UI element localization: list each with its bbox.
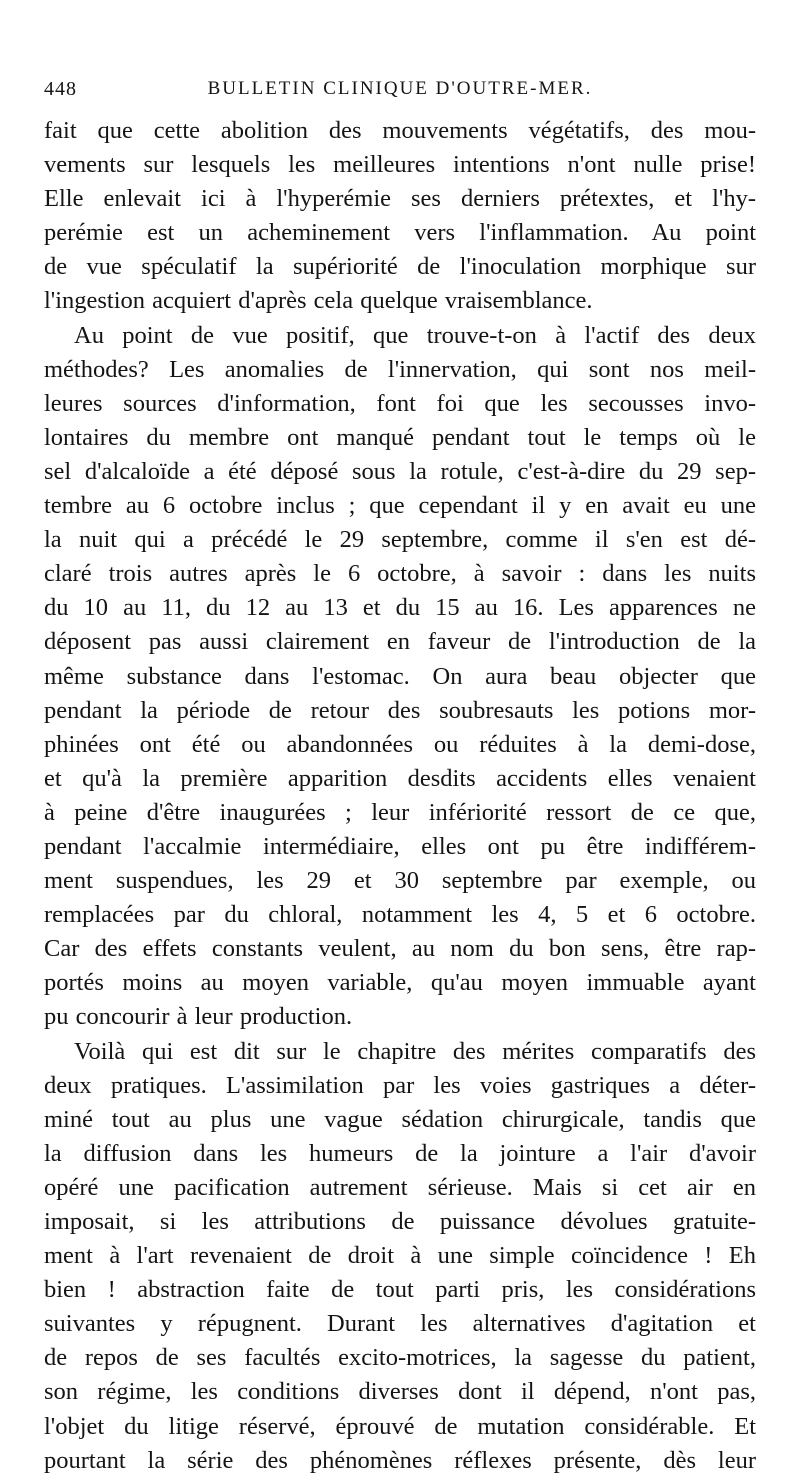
page-header	[44, 76, 756, 110]
text-line: et qu'à la première apparition desdits accidents elles venaient	[44, 764, 756, 792]
text-line: lontaires du membre ont manqué pendant tout le temps où le	[44, 423, 756, 451]
text-line: l'ingestion acquiert d'après cela quelque vraisemblance.	[44, 287, 593, 315]
text-line: remplacées par du chloral, notamment les 4, 5 et 6 octobre.	[44, 901, 756, 929]
text-line: Elle enlevait ici à l'hyperémie ses derniers prétextes, et l'hy-	[44, 185, 756, 213]
text-line: pourtant la série des phénomènes réflexes présente, dès leur	[44, 1446, 756, 1474]
text-line: de repos de ses facultés excito-motrices, la sagesse du patient,	[44, 1344, 756, 1372]
text-line: même substance dans l'estomac. On aura beau objecter que	[44, 662, 756, 690]
text-line: perémie est un acheminement vers l'inflammation. Au point	[44, 219, 756, 247]
text-line: portés moins au moyen variable, qu'au moyen immuable ayant	[44, 969, 756, 997]
text-line: tembre au 6 octobre inclus ; que cependant il y en avait eu une	[44, 492, 756, 520]
text-line: Voilà qui est dit sur le chapitre des mérites comparatifs des	[74, 1037, 756, 1065]
text-line: pendant la période de retour des soubresauts les potions mor-	[44, 696, 756, 724]
text-line: déposent pas aussi clairement en faveur de l'introduction de la	[44, 628, 756, 656]
text-line: suivantes y répugnent. Durant les alternatives d'agitation et	[44, 1310, 756, 1338]
text-line: Car des effets constants veulent, au nom du bon sens, être rap-	[44, 935, 756, 963]
text-line: sel d'alcaloïde a été déposé sous la rotule, c'est-à-dire du 29 sep-	[44, 457, 756, 485]
text-line: la diffusion dans les humeurs de la jointure a l'air d'avoir	[44, 1139, 756, 1167]
text-line: leures sources d'information, font foi que les secousses invo-	[44, 389, 756, 417]
text-line: pendant l'accalmie intermédiaire, elles ont pu être indifférem-	[44, 832, 756, 860]
text-line: de vue spéculatif la supériorité de l'inoculation morphique sur	[44, 253, 756, 281]
text-line: à peine d'être inaugurées ; leur infériorité ressort de ce que,	[44, 798, 756, 826]
text-line: phinées ont été ou abandonnées ou réduites à la demi-dose,	[44, 730, 756, 758]
text-line: vements sur lesquels les meilleures intentions n'ont nulle prise!	[44, 151, 756, 179]
text-line: ment à l'art revenaient de droit à une simple coïncidence ! Eh	[44, 1242, 756, 1270]
text-line: Au point de vue positif, que trouve-t-on à l'actif des deux	[74, 321, 756, 349]
body-text	[44, 114, 756, 1478]
text-line: la nuit qui a précédé le 29 septembre, comme il s'en est dé-	[44, 526, 756, 554]
book-page	[44, 76, 756, 1478]
text-line: du 10 au 11, du 12 au 13 et du 15 au 16. Les apparences ne	[44, 594, 756, 622]
text-line: son régime, les conditions diverses dont il dépend, n'ont pas,	[44, 1378, 756, 1406]
text-line: bien ! abstraction faite de tout parti pris, les considérations	[44, 1276, 756, 1304]
running-title: BULLETIN CLINIQUE D'OUTRE-MER.	[207, 78, 593, 99]
text-line: miné tout au plus une vague sédation chirurgicale, tandis que	[44, 1105, 756, 1133]
text-line: opéré une pacification autrement sérieuse. Mais si cet air en	[44, 1173, 756, 1201]
text-line: méthodes? Les anomalies de l'innervation, qui sont nos meil-	[44, 355, 756, 383]
text-line: pu concourir à leur production.	[44, 1003, 353, 1031]
page-number: 448	[44, 78, 77, 100]
text-line: deux pratiques. L'assimilation par les voies gastriques a déter-	[44, 1071, 756, 1099]
text-line: l'objet du litige réservé, éprouvé de mutation considérable. Et	[44, 1412, 756, 1440]
text-line: ment suspendues, les 29 et 30 septembre par exemple, ou	[44, 867, 756, 895]
text-line: fait que cette abolition des mouvements végétatifs, des mou-	[44, 117, 756, 144]
text-line: claré trois autres après le 6 octobre, à savoir : dans les nuits	[44, 560, 756, 588]
text-line: imposait, si les attributions de puissance dévolues gratuite-	[44, 1208, 756, 1235]
